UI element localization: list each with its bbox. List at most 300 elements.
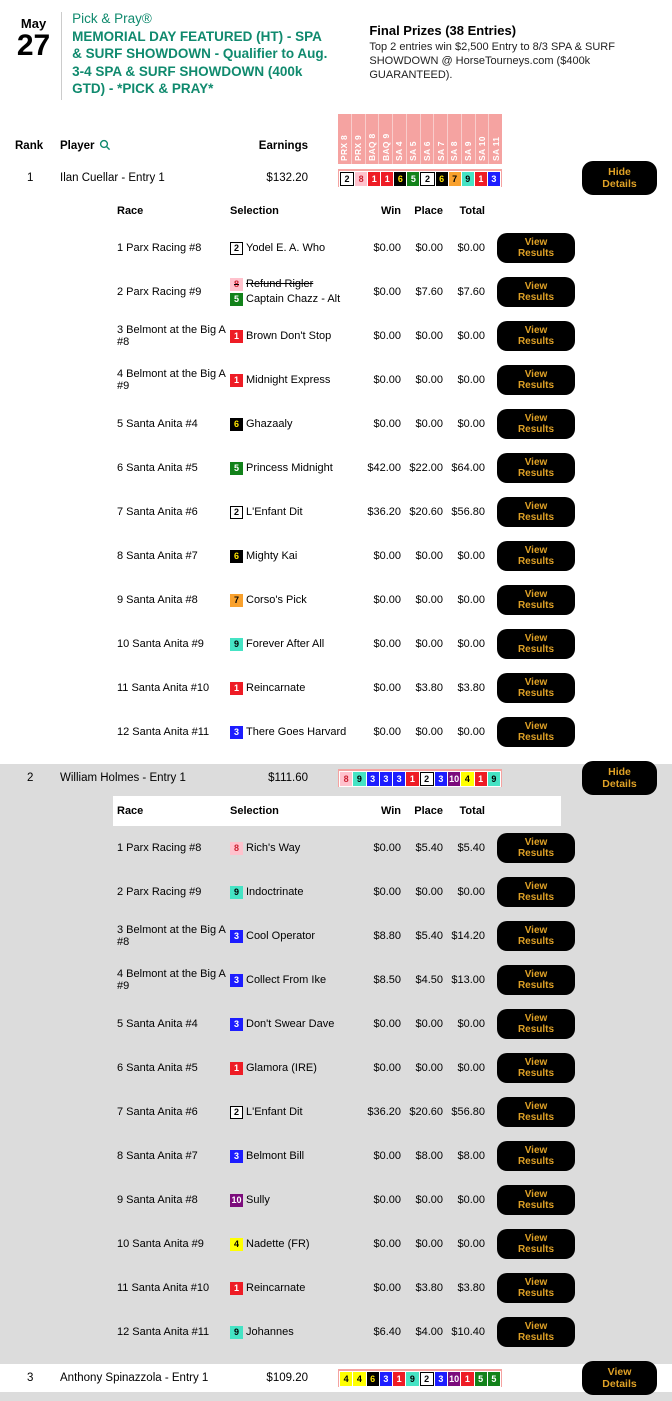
leaderboard-entry	[0, 1364, 672, 1392]
selection-cell	[230, 417, 358, 432]
date-month: May	[20, 16, 47, 31]
selection-column-header: Selection	[230, 805, 279, 817]
race-name: 4 Belmont at the Big A #9	[117, 368, 226, 392]
race-column	[421, 114, 435, 164]
win-amount: $0.00	[373, 726, 401, 738]
saddlecloth-3: 3	[230, 1018, 243, 1031]
saddlecloth-3: 3	[380, 1372, 392, 1386]
entry-picks-strip	[338, 769, 502, 787]
saddlecloth-1: 1	[230, 374, 243, 387]
race-result-row	[113, 1310, 672, 1354]
earnings-column-header: Earnings	[258, 140, 308, 152]
view-results-button[interactable]: View Results	[497, 965, 575, 995]
win-amount: $0.00	[373, 638, 401, 650]
race-column	[476, 114, 490, 164]
saddlecloth-3: 3	[230, 930, 243, 943]
race-name: 5 Santa Anita #4	[117, 418, 198, 430]
total-amount: $14.20	[451, 930, 485, 942]
race-name: 6 Santa Anita #5	[117, 1062, 198, 1074]
selection-cell	[230, 593, 358, 608]
saddlecloth-3: 3	[488, 172, 500, 186]
race-name: 11 Santa Anita #10	[117, 1282, 210, 1294]
saddlecloth-6: 6	[230, 550, 243, 563]
selection	[230, 637, 358, 652]
race-result-row	[113, 914, 672, 958]
saddlecloth-8: 8	[340, 772, 352, 786]
selection	[230, 593, 358, 608]
horse-name: Corso's Pick	[246, 593, 307, 606]
place-amount: $0.00	[415, 638, 443, 650]
place-amount: $0.00	[415, 418, 443, 430]
race-result-row	[113, 1266, 672, 1310]
saddlecloth-4: 4	[353, 1372, 365, 1386]
selection-cell	[230, 1281, 358, 1296]
race-name: 7 Santa Anita #6	[117, 1106, 198, 1118]
total-amount: $0.00	[457, 242, 485, 254]
view-results-button[interactable]: View Results	[497, 1053, 575, 1083]
total-amount: $13.00	[451, 974, 485, 986]
entry-details	[0, 792, 672, 1364]
race-column-label: PRX 9	[353, 134, 364, 161]
selection-cell	[230, 973, 358, 988]
place-amount: $0.00	[415, 550, 443, 562]
selection	[230, 461, 358, 476]
horse-name: Refund Rigler	[246, 278, 314, 290]
total-amount: $0.00	[457, 418, 485, 430]
selection-cell	[230, 373, 358, 388]
view-results-button[interactable]: View Results	[497, 277, 575, 307]
view-results-button[interactable]: View Results	[497, 1009, 575, 1039]
leaderboard	[0, 114, 672, 1401]
race-result-row	[113, 534, 672, 578]
selection-cell	[230, 549, 358, 564]
total-amount: $7.60	[457, 286, 485, 298]
win-amount: $0.00	[373, 242, 401, 254]
view-results-button[interactable]: View Results	[497, 321, 575, 351]
view-results-button[interactable]: View Results	[497, 497, 575, 527]
saddlecloth-10: 10	[449, 774, 460, 784]
saddlecloth-3: 3	[380, 772, 392, 786]
place-amount: $0.00	[415, 374, 443, 386]
view-results-button[interactable]: View Results	[497, 877, 575, 907]
leaderboard-entry	[0, 764, 672, 1364]
race-result-row	[113, 1090, 672, 1134]
win-amount: $0.00	[373, 550, 401, 562]
selection	[230, 973, 358, 988]
selection-cell	[230, 1149, 358, 1164]
total-amount: $8.00	[457, 1150, 485, 1162]
details-toggle-button[interactable]: View Details	[582, 1361, 657, 1395]
selection	[230, 841, 358, 856]
saddlecloth-1: 1	[230, 1282, 243, 1295]
selection	[230, 885, 358, 900]
final-prizes-panel	[369, 10, 660, 100]
place-amount: $8.00	[415, 1150, 443, 1162]
selection	[230, 1149, 358, 1164]
total-amount: $10.40	[451, 1326, 485, 1338]
place-amount: $0.00	[415, 1062, 443, 1074]
race-column-label: BAQ 8	[366, 133, 377, 161]
place-amount: $22.00	[409, 462, 443, 474]
header-divider	[61, 12, 62, 100]
race-result-row	[113, 1134, 672, 1178]
saddlecloth-8: 8	[230, 842, 243, 855]
selection	[230, 1281, 358, 1296]
saddlecloth-9: 9	[462, 172, 474, 186]
player-column-header	[60, 139, 250, 154]
selection-cell	[230, 1017, 358, 1032]
saddlecloth-7: 7	[449, 172, 461, 186]
race-result-row	[113, 666, 672, 710]
saddlecloth-3: 3	[230, 726, 243, 739]
saddlecloth-picks	[339, 171, 501, 187]
selection	[230, 681, 358, 696]
saddlecloth-4: 4	[340, 1372, 352, 1386]
total-column-header: Total	[459, 805, 485, 817]
saddlecloth-4: 4	[461, 772, 473, 786]
player-column-label: Player	[60, 139, 95, 152]
race-name: 5 Santa Anita #4	[117, 1018, 198, 1030]
saddlecloth-1: 1	[475, 172, 487, 186]
race-result-row	[113, 1222, 672, 1266]
race-result-row	[113, 710, 672, 754]
place-amount: $0.00	[415, 886, 443, 898]
race-name: 10 Santa Anita #9	[117, 638, 204, 650]
race-name: 6 Santa Anita #5	[117, 462, 198, 474]
total-amount: $0.00	[457, 726, 485, 738]
view-results-button[interactable]: View Results	[497, 453, 575, 483]
saddlecloth-1: 1	[406, 772, 418, 786]
saddlecloth-3: 3	[393, 772, 405, 786]
horse-name: Reincarnate	[246, 681, 306, 694]
selection	[230, 1061, 358, 1076]
saddlecloth-picks	[339, 1371, 501, 1387]
horse-name: Midnight Express	[246, 373, 331, 386]
horse-name: Nadette (FR)	[246, 1237, 310, 1250]
entry-picks-strip	[338, 1369, 502, 1387]
race-name: 1 Parx Racing #8	[117, 842, 202, 854]
place-amount: $0.00	[415, 1018, 443, 1030]
total-amount: $56.80	[451, 1106, 485, 1118]
win-amount: $36.20	[367, 1106, 401, 1118]
saddlecloth-4: 4	[230, 1238, 243, 1251]
place-amount: $4.00	[415, 1326, 443, 1338]
win-amount: $0.00	[373, 1194, 401, 1206]
view-results-button[interactable]: View Results	[497, 365, 575, 395]
details-toggle-button[interactable]: Hide Details	[582, 761, 657, 795]
horse-name: L'Enfant Dit	[246, 1105, 303, 1118]
saddlecloth-1: 1	[393, 1372, 405, 1386]
view-results-button[interactable]: View Results	[497, 1229, 575, 1259]
race-column-label: SA 11	[490, 136, 501, 161]
race-column	[407, 114, 421, 164]
race-column-header: Race	[117, 805, 144, 817]
place-amount: $3.80	[415, 1282, 443, 1294]
race-column-label: SA 9	[463, 141, 474, 161]
selection-cell	[230, 461, 358, 476]
saddlecloth-7: 7	[230, 594, 243, 607]
selection	[230, 417, 358, 432]
entry-summary-row	[0, 164, 672, 192]
race-column-label: BAQ 9	[380, 133, 391, 161]
details-rows	[113, 226, 672, 754]
scratched-selection	[230, 277, 358, 292]
race-result-row	[113, 358, 672, 402]
final-prizes-text: Top 2 entries win $2,500 Entry to 8/3 SPA & SURF SHOWDOWN @ HorseTourneys.com ($400k GUARANTEED).	[369, 41, 615, 81]
view-results-button[interactable]: View Results	[497, 541, 575, 571]
race-name: 11 Santa Anita #10	[117, 682, 210, 694]
entry-rank: 3	[27, 1372, 34, 1384]
race-name: 9 Santa Anita #8	[117, 594, 198, 606]
selection-cell	[230, 1325, 358, 1340]
race-result-row	[113, 958, 672, 1002]
win-column-header: Win	[380, 805, 401, 817]
view-results-button[interactable]: View Results	[497, 585, 575, 615]
race-column	[338, 114, 352, 164]
place-column-header: Place	[414, 205, 443, 217]
player-search-icon[interactable]	[99, 139, 111, 154]
race-name: 3 Belmont at the Big A #8	[117, 324, 226, 348]
win-amount: $0.00	[373, 330, 401, 342]
entry-summary-row	[0, 1364, 672, 1392]
total-amount: $0.00	[457, 1062, 485, 1074]
race-name: 1 Parx Racing #8	[117, 242, 202, 254]
horse-name: Glamora (IRE)	[246, 1061, 317, 1074]
race-column-label: SA 7	[435, 141, 446, 161]
place-amount: $4.50	[415, 974, 443, 986]
horse-name: Indoctrinate	[246, 885, 304, 898]
race-name: 7 Santa Anita #6	[117, 506, 198, 518]
win-amount: $0.00	[373, 594, 401, 606]
selection-cell	[230, 929, 358, 944]
selection-cell	[230, 725, 358, 740]
race-column-label: PRX 8	[339, 134, 350, 161]
entry-earnings: $111.60	[268, 772, 308, 784]
race-result-row	[113, 226, 672, 270]
selection-cell	[230, 1105, 358, 1120]
win-amount: $0.00	[373, 1238, 401, 1250]
rank-column-header: Rank	[15, 140, 44, 152]
saddlecloth-2: 2	[230, 506, 243, 519]
win-amount: $6.40	[373, 1326, 401, 1338]
selection	[230, 1237, 358, 1252]
race-column	[489, 114, 502, 164]
race-column	[366, 114, 380, 164]
race-result-row	[113, 314, 672, 358]
saddlecloth-picks	[339, 771, 501, 787]
race-result-row	[113, 622, 672, 666]
win-column-header: Win	[380, 205, 401, 217]
tournament-date	[14, 10, 53, 100]
entry-player-name: Ilan Cuellar - Entry 1	[60, 172, 165, 184]
view-results-button[interactable]: View Results	[497, 1317, 575, 1347]
race-column-header: Race	[117, 205, 144, 217]
saddlecloth-2: 2	[420, 1372, 434, 1386]
horse-name: Captain Chazz - Alt	[246, 293, 341, 305]
win-amount: $42.00	[367, 462, 401, 474]
saddlecloth-6: 6	[436, 172, 448, 186]
tournament-name: MEMORIAL DAY FEATURED (HT) - SPA & SURF SHOWDOWN - Qualifier to Aug. 3-4 SPA & SURF SHOWDOWN (400k GTD) - *PICK & PRAY*	[72, 28, 328, 96]
saddlecloth-9: 9	[230, 638, 243, 651]
saddlecloth-3: 3	[435, 1372, 447, 1386]
saddlecloth-6: 6	[367, 1372, 379, 1386]
race-name: 3 Belmont at the Big A #8	[117, 924, 226, 948]
entry-rank: 2	[27, 772, 34, 784]
race-column	[448, 114, 462, 164]
view-results-button[interactable]: View Results	[497, 833, 575, 863]
place-amount: $0.00	[415, 330, 443, 342]
place-amount: $0.00	[415, 726, 443, 738]
view-results-button[interactable]: View Results	[497, 629, 575, 659]
selection	[230, 725, 358, 740]
race-column-label: SA 6	[421, 141, 432, 161]
horse-name: Belmont Bill	[246, 1149, 305, 1162]
saddlecloth-5: 5	[230, 462, 243, 475]
race-result-row	[113, 1178, 672, 1222]
race-name: 9 Santa Anita #8	[117, 1194, 198, 1206]
race-column	[393, 114, 407, 164]
horse-name: Collect From Ike	[246, 973, 327, 986]
selection-cell	[230, 1061, 358, 1076]
race-column	[434, 114, 448, 164]
horse-name: Reincarnate	[246, 1281, 306, 1294]
race-name: 2 Parx Racing #9	[117, 886, 202, 898]
page-header	[0, 0, 672, 100]
saddlecloth-8: 8	[355, 172, 367, 186]
selection-cell	[230, 277, 358, 307]
details-toggle-button[interactable]: Hide Details	[582, 161, 657, 195]
saddlecloth-1: 1	[230, 682, 243, 695]
horse-name: Ghazaaly	[246, 417, 293, 430]
saddlecloth-10: 10	[231, 1194, 242, 1205]
race-name: 12 Santa Anita #11	[117, 1326, 210, 1338]
total-amount: $0.00	[457, 1018, 485, 1030]
race-name: 4 Belmont at the Big A #9	[117, 968, 226, 992]
race-name: 10 Santa Anita #9	[117, 1238, 204, 1250]
win-amount: $0.00	[373, 886, 401, 898]
race-column-label: SA 5	[408, 141, 419, 161]
place-amount: $5.40	[415, 842, 443, 854]
saddlecloth-2: 2	[420, 772, 434, 786]
horse-name: Brown Don't Stop	[246, 329, 332, 342]
view-results-button[interactable]: View Results	[497, 1141, 575, 1171]
selection	[230, 241, 358, 256]
saddlecloth-9: 9	[406, 1372, 418, 1386]
details-header-row	[113, 196, 561, 226]
total-column-header: Total	[459, 205, 485, 217]
leaderboard-entry	[0, 164, 672, 764]
saddlecloth-5: 5	[488, 1372, 500, 1386]
entries-list	[0, 164, 672, 1392]
entry-picks-strip	[338, 169, 502, 187]
race-column-label: SA 8	[449, 141, 460, 161]
total-amount: $0.00	[457, 330, 485, 342]
race-result-row	[113, 402, 672, 446]
race-result-row	[113, 1002, 672, 1046]
race-column	[462, 114, 476, 164]
race-result-row	[113, 446, 672, 490]
entry-rank: 1	[27, 172, 34, 184]
race-name: 8 Santa Anita #7	[117, 1150, 198, 1162]
view-results-button[interactable]: View Results	[497, 233, 575, 263]
total-amount: $3.80	[457, 1282, 485, 1294]
entry-player-name: William Holmes - Entry 1	[60, 772, 186, 784]
saddlecloth-10: 10	[449, 1374, 460, 1384]
win-amount: $0.00	[373, 418, 401, 430]
view-results-button[interactable]: View Results	[497, 921, 575, 951]
view-results-button[interactable]: View Results	[497, 409, 575, 439]
view-results-button[interactable]: View Results	[497, 673, 575, 703]
place-column-header: Place	[414, 805, 443, 817]
horse-name: Mighty Kai	[246, 549, 298, 562]
date-day: 27	[16, 29, 51, 62]
view-results-button[interactable]: View Results	[497, 1273, 575, 1303]
selection-cell	[230, 1237, 358, 1252]
details-header-row	[113, 796, 561, 826]
saddlecloth-3: 3	[230, 1150, 243, 1163]
selection	[230, 549, 358, 564]
total-amount: $0.00	[457, 1194, 485, 1206]
win-amount: $0.00	[373, 1150, 401, 1162]
saddlecloth-2: 2	[340, 172, 354, 186]
tournament-title	[72, 10, 327, 100]
horse-name: Cool Operator	[246, 929, 316, 942]
entry-player-name: Anthony Spinazzola - Entry 1	[60, 1372, 209, 1384]
win-amount: $0.00	[373, 842, 401, 854]
selection-cell	[230, 241, 358, 256]
race-column-label: SA 10	[476, 136, 487, 161]
race-column-label: SA 4	[394, 141, 405, 161]
horse-name: Princess Midnight	[246, 461, 333, 474]
win-amount: $0.00	[373, 1282, 401, 1294]
selection-cell	[230, 841, 358, 856]
race-name: 8 Santa Anita #7	[117, 550, 198, 562]
selection	[230, 1193, 358, 1208]
selection	[230, 1105, 358, 1120]
view-results-button[interactable]: View Results	[497, 717, 575, 747]
saddlecloth-2: 2	[420, 172, 434, 186]
race-result-row	[113, 826, 672, 870]
total-amount: $64.00	[451, 462, 485, 474]
saddlecloth-1: 1	[230, 330, 243, 343]
total-amount: $0.00	[457, 886, 485, 898]
saddlecloth-6: 6	[230, 418, 243, 431]
place-amount: $20.60	[409, 506, 443, 518]
race-result-row	[113, 490, 672, 534]
horse-name: L'Enfant Dit	[246, 505, 303, 518]
selection-cell	[230, 329, 358, 344]
win-amount: $0.00	[373, 1062, 401, 1074]
saddlecloth-5: 5	[230, 293, 243, 306]
win-amount: $0.00	[373, 286, 401, 298]
selection	[230, 1017, 358, 1032]
race-result-row	[113, 1046, 672, 1090]
race-name: 12 Santa Anita #11	[117, 726, 210, 738]
race-column	[352, 114, 366, 164]
total-amount: $3.80	[457, 682, 485, 694]
win-amount: $0.00	[373, 682, 401, 694]
view-results-button[interactable]: View Results	[497, 1097, 575, 1127]
saddlecloth-9: 9	[230, 886, 243, 899]
view-results-button[interactable]: View Results	[497, 1185, 575, 1215]
total-amount: $56.80	[451, 506, 485, 518]
place-amount: $0.00	[415, 594, 443, 606]
race-result-row	[113, 870, 672, 914]
saddlecloth-9: 9	[353, 772, 365, 786]
final-prizes-title: Final Prizes (38 Entries)	[369, 23, 517, 38]
saddlecloth-9: 9	[488, 772, 500, 786]
saddlecloth-3: 3	[435, 772, 447, 786]
